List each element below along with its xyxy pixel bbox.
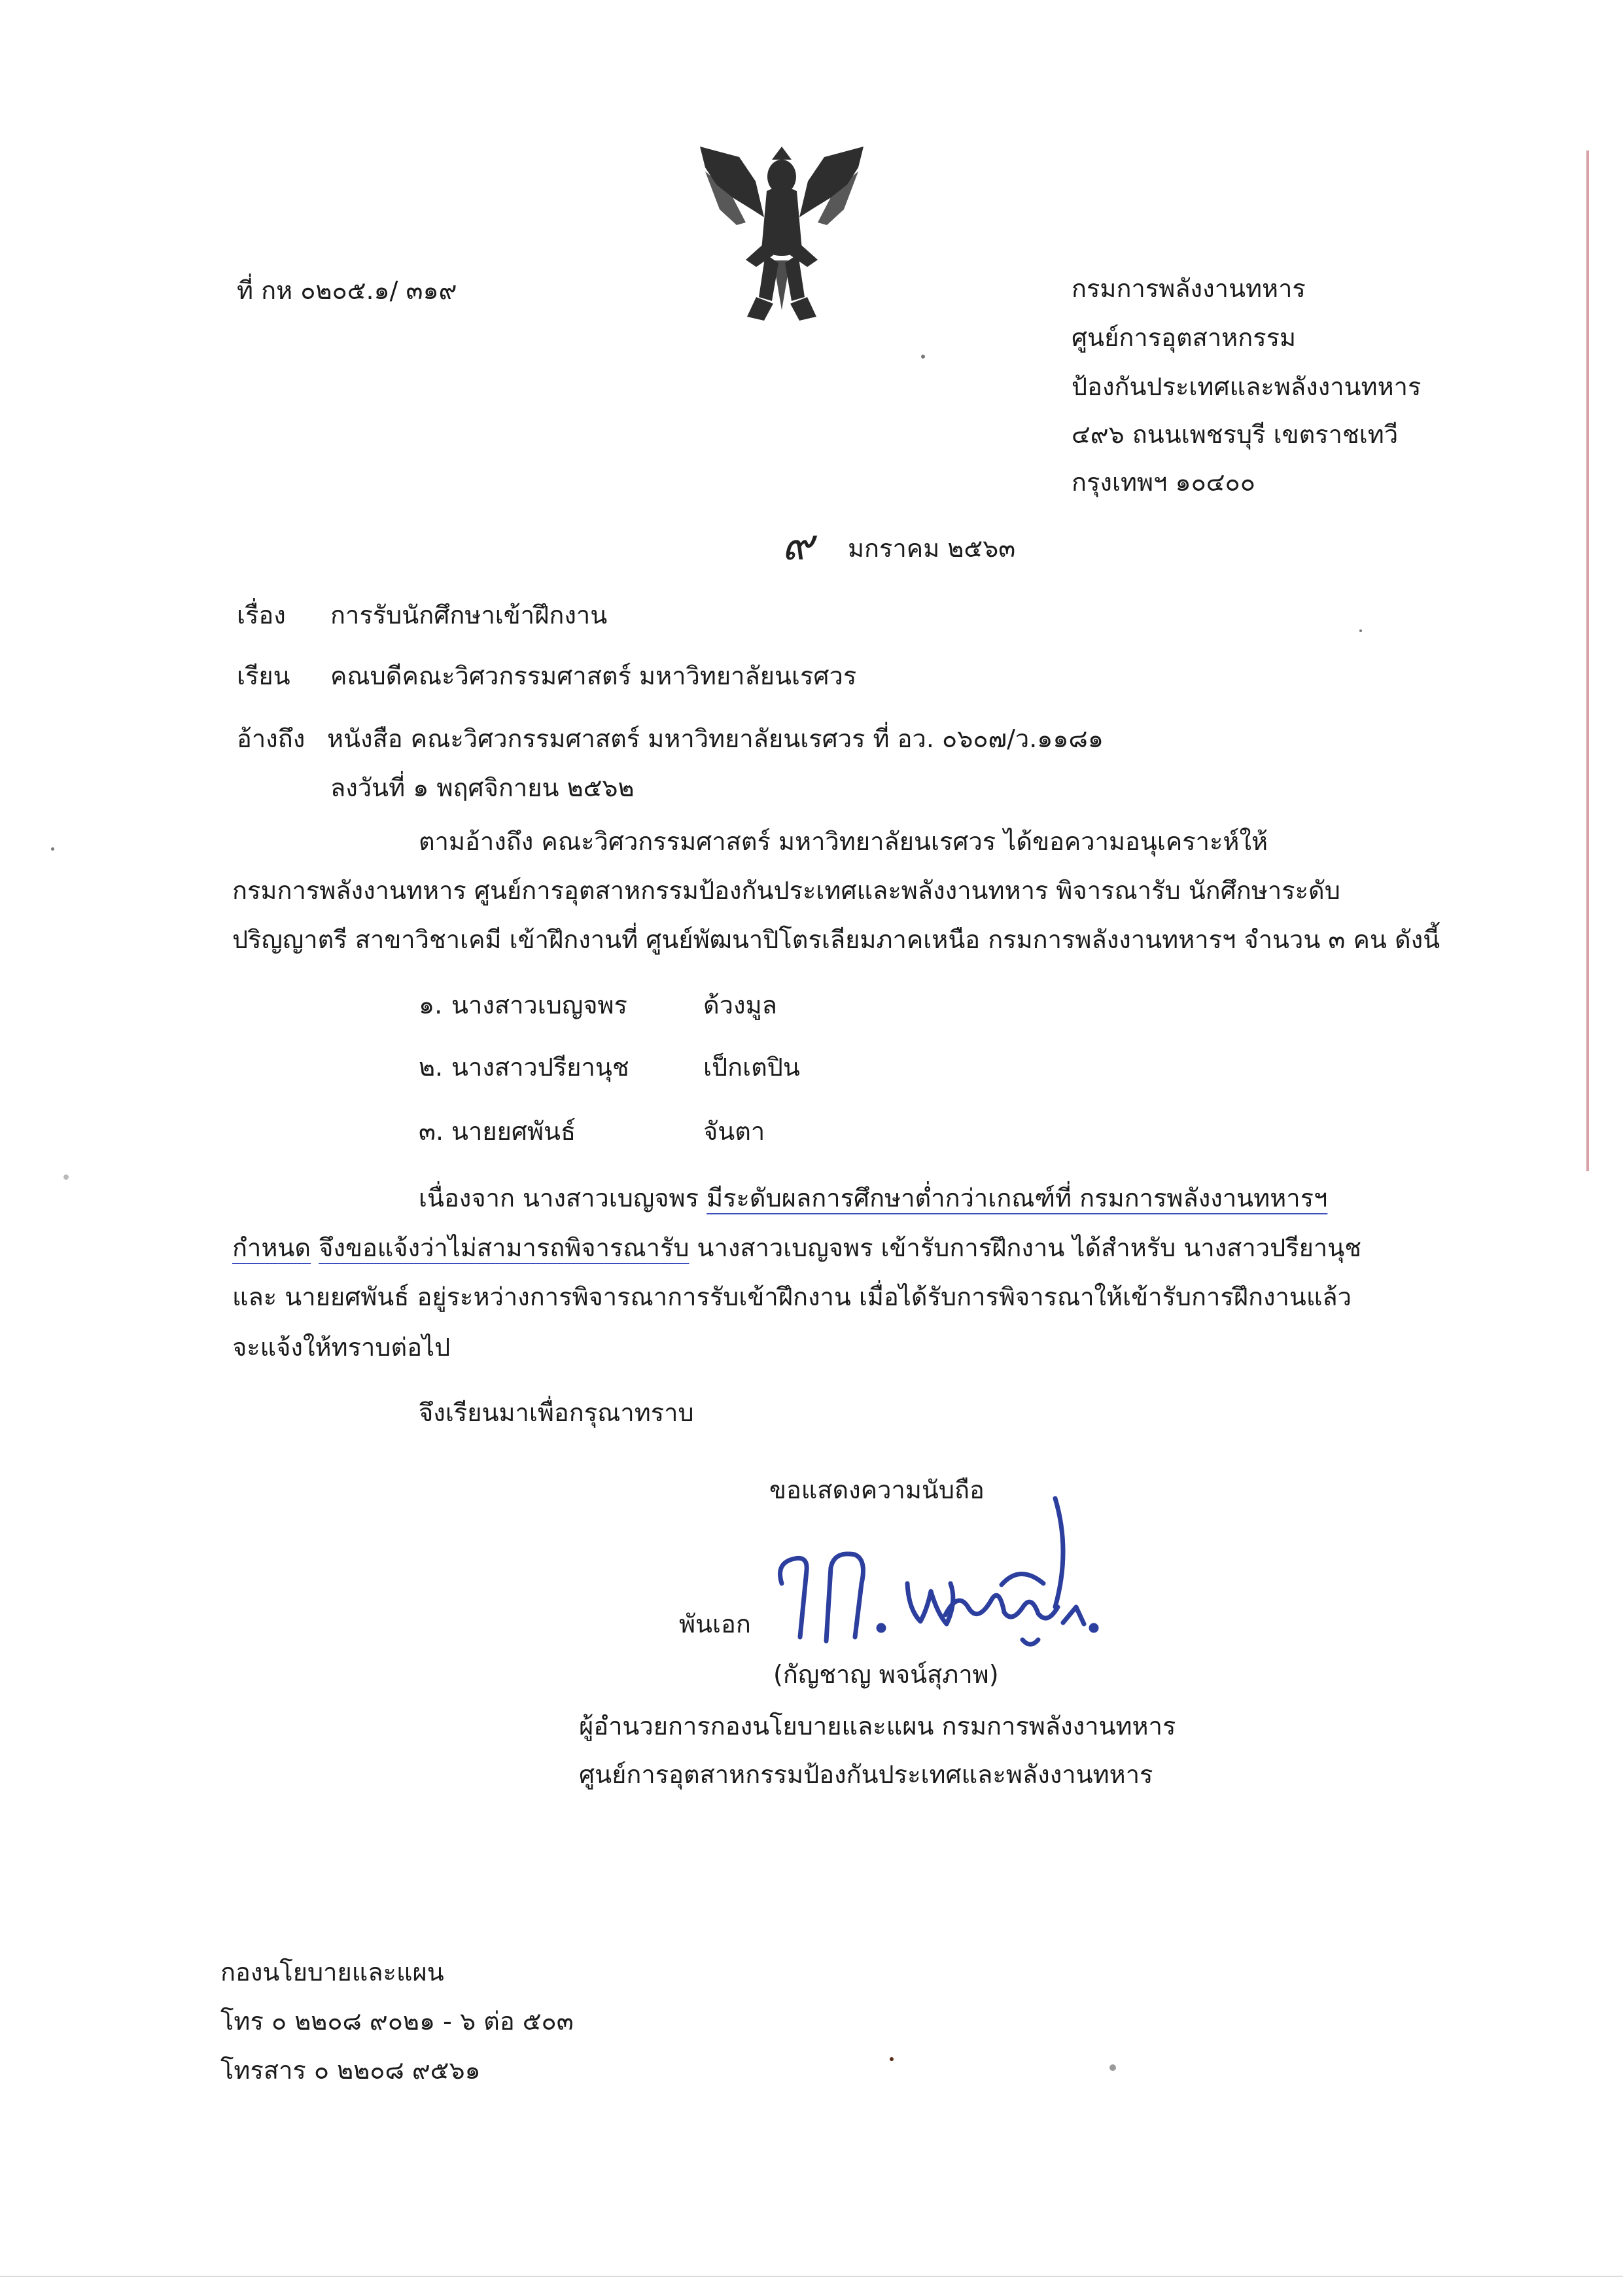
to-label: เรียน [237,662,290,690]
paragraph-2-line-2-end: นางสาวเบญจพร เข้ารับการฝึกงาน ได้สำหรับ นางสาวปรียานุช [689,1233,1361,1262]
paragraph-2-underlined-rejection: จึงขอแจ้งว่าไม่สามารถพิจารณารับ [319,1233,689,1262]
org-line-5: กรุงเทพฯ ๑๐๔๐๐ [1072,468,1255,497]
org-line-3: ป้องกันประเทศและพลังงานทหาร [1072,372,1422,401]
paragraph-1-line-3: ปริญญาตรี สาขาวิชาเคมี เข้าฝึกงานที่ ศูนย์พัฒนาปิโตรเลียมภาคเหนือ กรมการพลังงานทหารฯ จำนวน ๓ คน ดังนี้ [232,925,1440,954]
student-3-surname: จันตา [703,1117,765,1146]
scan-speck [1359,629,1362,632]
date-day-handwritten: ๙ [782,520,814,570]
footer-division: กองนโยบายและแผน [220,1958,444,1987]
student-1-no: ๑. [419,991,443,1019]
garuda-emblem-icon [693,145,870,327]
paragraph-2-line-3: และ นายยศพันธ์ อยู่ระหว่างการพิจารณาการรับเข้าฝึกงาน เมื่อได้รับการพิจารณาให้เข้ารับการฝึกงานแล้ว [232,1282,1352,1311]
date-month-year: มกราคม ๒๕๖๓ [848,534,1016,563]
signer-position-line-2: ศูนย์การอุตสาหกรรมป้องกันประเทศและพลังงานทหาร [579,1760,1153,1789]
scan-speck [63,1174,69,1180]
footer-phone: โทร ๐ ๒๒๐๘ ๙๐๒๑ - ๖ ต่อ ๕๐๓ [220,2007,574,2036]
org-line-2: ศูนย์การอุตสาหกรรม [1072,323,1297,352]
to-value: คณบดีคณะวิศวกรรมศาสตร์ มหาวิทยาลัยนเรศวร [330,662,857,690]
paragraph-2-line-1 [419,1184,1327,1214]
paragraph-2-line-4: จะแจ้งให้ทราบต่อไป [232,1333,451,1362]
signer-name: (กัญชาญ พจน์สุภาพ) [773,1660,999,1689]
subject-value: การรับนักศึกษาเข้าฝึกงาน [330,601,608,629]
student-2-no: ๒. [419,1053,444,1082]
org-line-1: กรมการพลังงานทหาร [1072,274,1306,303]
paragraph-2-line-2 [232,1233,1361,1263]
paragraph-2-line-1-start: เนื่องจาก นางสาวเบญจพร [419,1184,707,1212]
scan-speck [1109,2064,1116,2071]
reference-line-1: หนังสือ คณะวิศวกรรมศาสตร์ มหาวิทยาลัยนเรศวร ที่ อว. ๐๖๐๗/ว.๑๑๘๑ [327,724,1104,753]
paragraph-2-underlined-set: กำหนด [232,1233,311,1262]
closing-request: จึงเรียนมาเพื่อกรุณาทราบ [419,1398,694,1427]
scan-bottom-edge [0,2276,1623,2277]
paragraph-1-line-1: ตามอ้างถึง คณะวิศวกรรมศาสตร์ มหาวิทยาลัยนเรศวร ได้ขอความอนุเคราะห์ให้ [419,827,1268,856]
subject-label: เรื่อง [237,601,286,629]
student-3-name: นายยศพันธ์ [451,1117,576,1146]
paragraph-2-space [311,1233,319,1262]
reference-label: อ้างถึง [237,724,305,753]
reference-number: ที่ กห ๐๒๐๕.๑/ ๓๑๙ [237,276,457,305]
org-line-4: ๔๙๖ ถนนเพชรบุรี เขตราชเทวี [1072,420,1399,449]
scan-speck [921,355,925,359]
scan-edge-line [1586,150,1589,1171]
signer-position-line-1: ผู้อำนวยการกองนโยบายและแผน กรมการพลังงานทหาร [579,1712,1176,1740]
student-2-name: นางสาวปรียานุช [451,1053,629,1082]
student-1-surname: ด้วงมูล [703,991,777,1019]
signer-rank: พันเอก [679,1610,751,1638]
student-1-name: นางสาวเบญจพร [451,991,627,1019]
paragraph-1-line-2: กรมการพลังงานทหาร ศูนย์การอุตสาหกรรมป้องกันประเทศและพลังงานทหาร พิจารณารับ นักศึกษาระดับ [232,876,1340,905]
closing-salutation: ขอแสดงความนับถือ [769,1475,985,1504]
paragraph-2-underlined-criteria: มีระดับผลการศึกษาต่ำกว่าเกณฑ์ที่ กรมการพลังงานทหารฯ [707,1184,1328,1212]
footer-fax: โทรสาร ๐ ๒๒๐๘ ๙๕๖๑ [220,2056,481,2085]
student-3-no: ๓. [419,1117,444,1146]
handwritten-signature [769,1485,1109,1662]
scan-speck [51,847,54,851]
student-2-surname: เป็กเตปิน [703,1053,800,1082]
reference-line-2: ลงวันที่ ๑ พฤศจิกายน ๒๕๖๒ [330,773,635,802]
scan-speck [890,2057,894,2061]
